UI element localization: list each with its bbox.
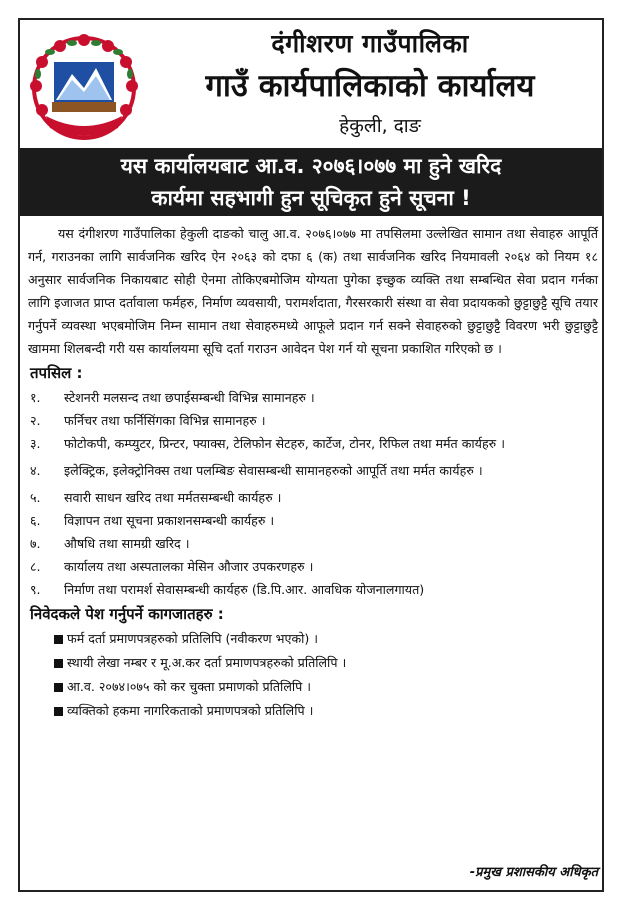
item-number: ८. xyxy=(30,559,41,574)
org-name: दंगीशरण गाउँपालिका xyxy=(271,29,469,58)
banner-line-2: कार्यमा सहभागी हुन सूचिकृत हुने सूचना ! xyxy=(151,186,471,210)
item-text: औषधि तथा सामग्री खरिद । xyxy=(64,536,190,551)
list-item xyxy=(28,486,598,509)
document-text: आ.व. २०७४।०७५ को कर चुक्ता प्रमाणको प्रतिलिपि । xyxy=(67,679,312,694)
item-text: फोटोकपी, कम्प्युटर, प्रिन्टर, फ्याक्स, टेलिफोन सेटहरु, कार्टेज, टोनर, रिफिल तथा मर्मत कार्यहरु । xyxy=(64,436,505,451)
square-bullet-icon xyxy=(54,683,63,692)
square-bullet-icon xyxy=(54,635,63,644)
list-item xyxy=(54,675,598,699)
item-text: निर्माण तथा परामर्श सेवासम्बन्धी कार्यहरु (डि.पि.आर. आवधिक योजनालगायत) xyxy=(64,582,425,597)
list-item xyxy=(28,578,598,601)
document-text: फर्म दर्ता प्रमाणपत्रहरुको प्रतिलिपि (नवीकरण भएको) । xyxy=(67,631,319,646)
item-text: कार्यालय तथा अस्पतालका मेसिन औजार उपकरणहरु । xyxy=(64,559,314,574)
list-item xyxy=(28,432,598,455)
municipality-emblem-icon xyxy=(28,32,140,144)
intro-paragraph: यस दंगीशरण गाउँपालिका हेकुली दाङको चालु आ.व. २०७६।०७७ मा तपसिलमा उल्लेखित सामान तथा सेवाहरु आपूर्ति गर्न, गराउनका लागि सार्वजनिक खरिद ऐन २०६३ को दफा ६ (क) तथा सार्वजनिक खरिद नियमावली २०६४ को नियम १८ अनुसार सार्वजनिक निकायबाट सोही ऐनमा तोकिएबमोजिम योग्यता पुगेका इच्छुक व्यक्ति तथा सम्बन्धित सेवा प्रदान गर्नका लागि इजाजत प्राप्त दर्तावाला फर्महरु, निर्माण व्यवसायी, परामर्शदाता, गैरसरकारी संस्था वा सेवा प्रदायकको छुट्टाछुट्टै सूचि तयार गर्नुपर्ने व्यवस्था भएबमोजिम निम्न सामान तथा सेवाहरुमध्ये आफूले प्रदान गर्न सक्ने सेवाहरुको छुट्टाछुट्टै विवरण भरी छुट्टाछुट्टै खाममा शिलबन्दी गरी यस कार्यालयमा सूचि दर्ता गराउन आवेदन पेश गर्न यो सूचना प्रकाशित गरिएको छ । xyxy=(28,226,598,356)
list-item xyxy=(54,651,598,675)
documents-heading: निवेदकले पेश गर्नुपर्ने कागजातहरु : xyxy=(30,605,224,623)
item-list xyxy=(28,386,598,601)
list-item xyxy=(28,409,598,432)
item-text: विज्ञापन तथा सूचना प्रकाशनसम्बन्धी कार्यहरु । xyxy=(64,513,275,528)
documents-list xyxy=(28,627,598,723)
item-text: स्टेशनरी मलसन्द तथा छपाईसम्बन्धी विभिन्न सामानहरु । xyxy=(64,390,315,405)
header xyxy=(20,20,602,148)
item-number: ९. xyxy=(30,582,41,597)
signature: -प्रमुख प्रशासकीय अधिकृत xyxy=(469,865,598,880)
notice-body xyxy=(28,222,598,723)
list-item xyxy=(54,627,598,651)
list-item xyxy=(28,532,598,555)
list-item xyxy=(28,459,598,482)
list-item xyxy=(54,699,598,723)
list-item xyxy=(28,555,598,578)
address: हेकुली, दाङ xyxy=(339,115,421,137)
item-text: इलेक्ट्रिक, इलेक्ट्रोनिक्स तथा पलम्बिङ सेवासम्बन्धी सामानहरुको आपूर्ति तथा मर्मत कार्यहरु । xyxy=(64,463,483,478)
office-name: गाउँ कार्यपालिकाको कार्यालय xyxy=(205,68,535,104)
square-bullet-icon xyxy=(54,659,63,668)
banner-line-1: यस कार्यालयबाट आ.व. २०७६।०७७ मा हुने खरिद xyxy=(120,154,502,178)
item-text: फर्निचर तथा फर्निसिंगका विभिन्न सामानहरु । xyxy=(64,413,266,428)
item-number: ३. xyxy=(30,436,41,451)
item-number: १. xyxy=(30,390,41,405)
tapsil-heading: तपसिल : xyxy=(30,364,83,382)
list-item xyxy=(28,509,598,532)
document-text: स्थायी लेखा नम्बर र मू.अ.कर दर्ता प्रमाणपत्रहरुको प्रतिलिपि । xyxy=(67,655,347,670)
list-item xyxy=(28,386,598,409)
item-number: ७. xyxy=(30,536,41,551)
item-number: ५. xyxy=(30,490,41,505)
document-text: व्यक्तिको हकमा नागरिकताको प्रमाणपत्रको प्रतिलिपि । xyxy=(67,703,314,718)
item-number: ४. xyxy=(30,463,41,478)
notice-title-banner xyxy=(20,148,602,216)
item-number: ६. xyxy=(30,513,41,528)
item-text: सवारी साधन खरिद तथा मर्मतसम्बन्धी कार्यहरु । xyxy=(64,490,282,505)
square-bullet-icon xyxy=(54,707,63,716)
item-number: २. xyxy=(30,413,41,428)
